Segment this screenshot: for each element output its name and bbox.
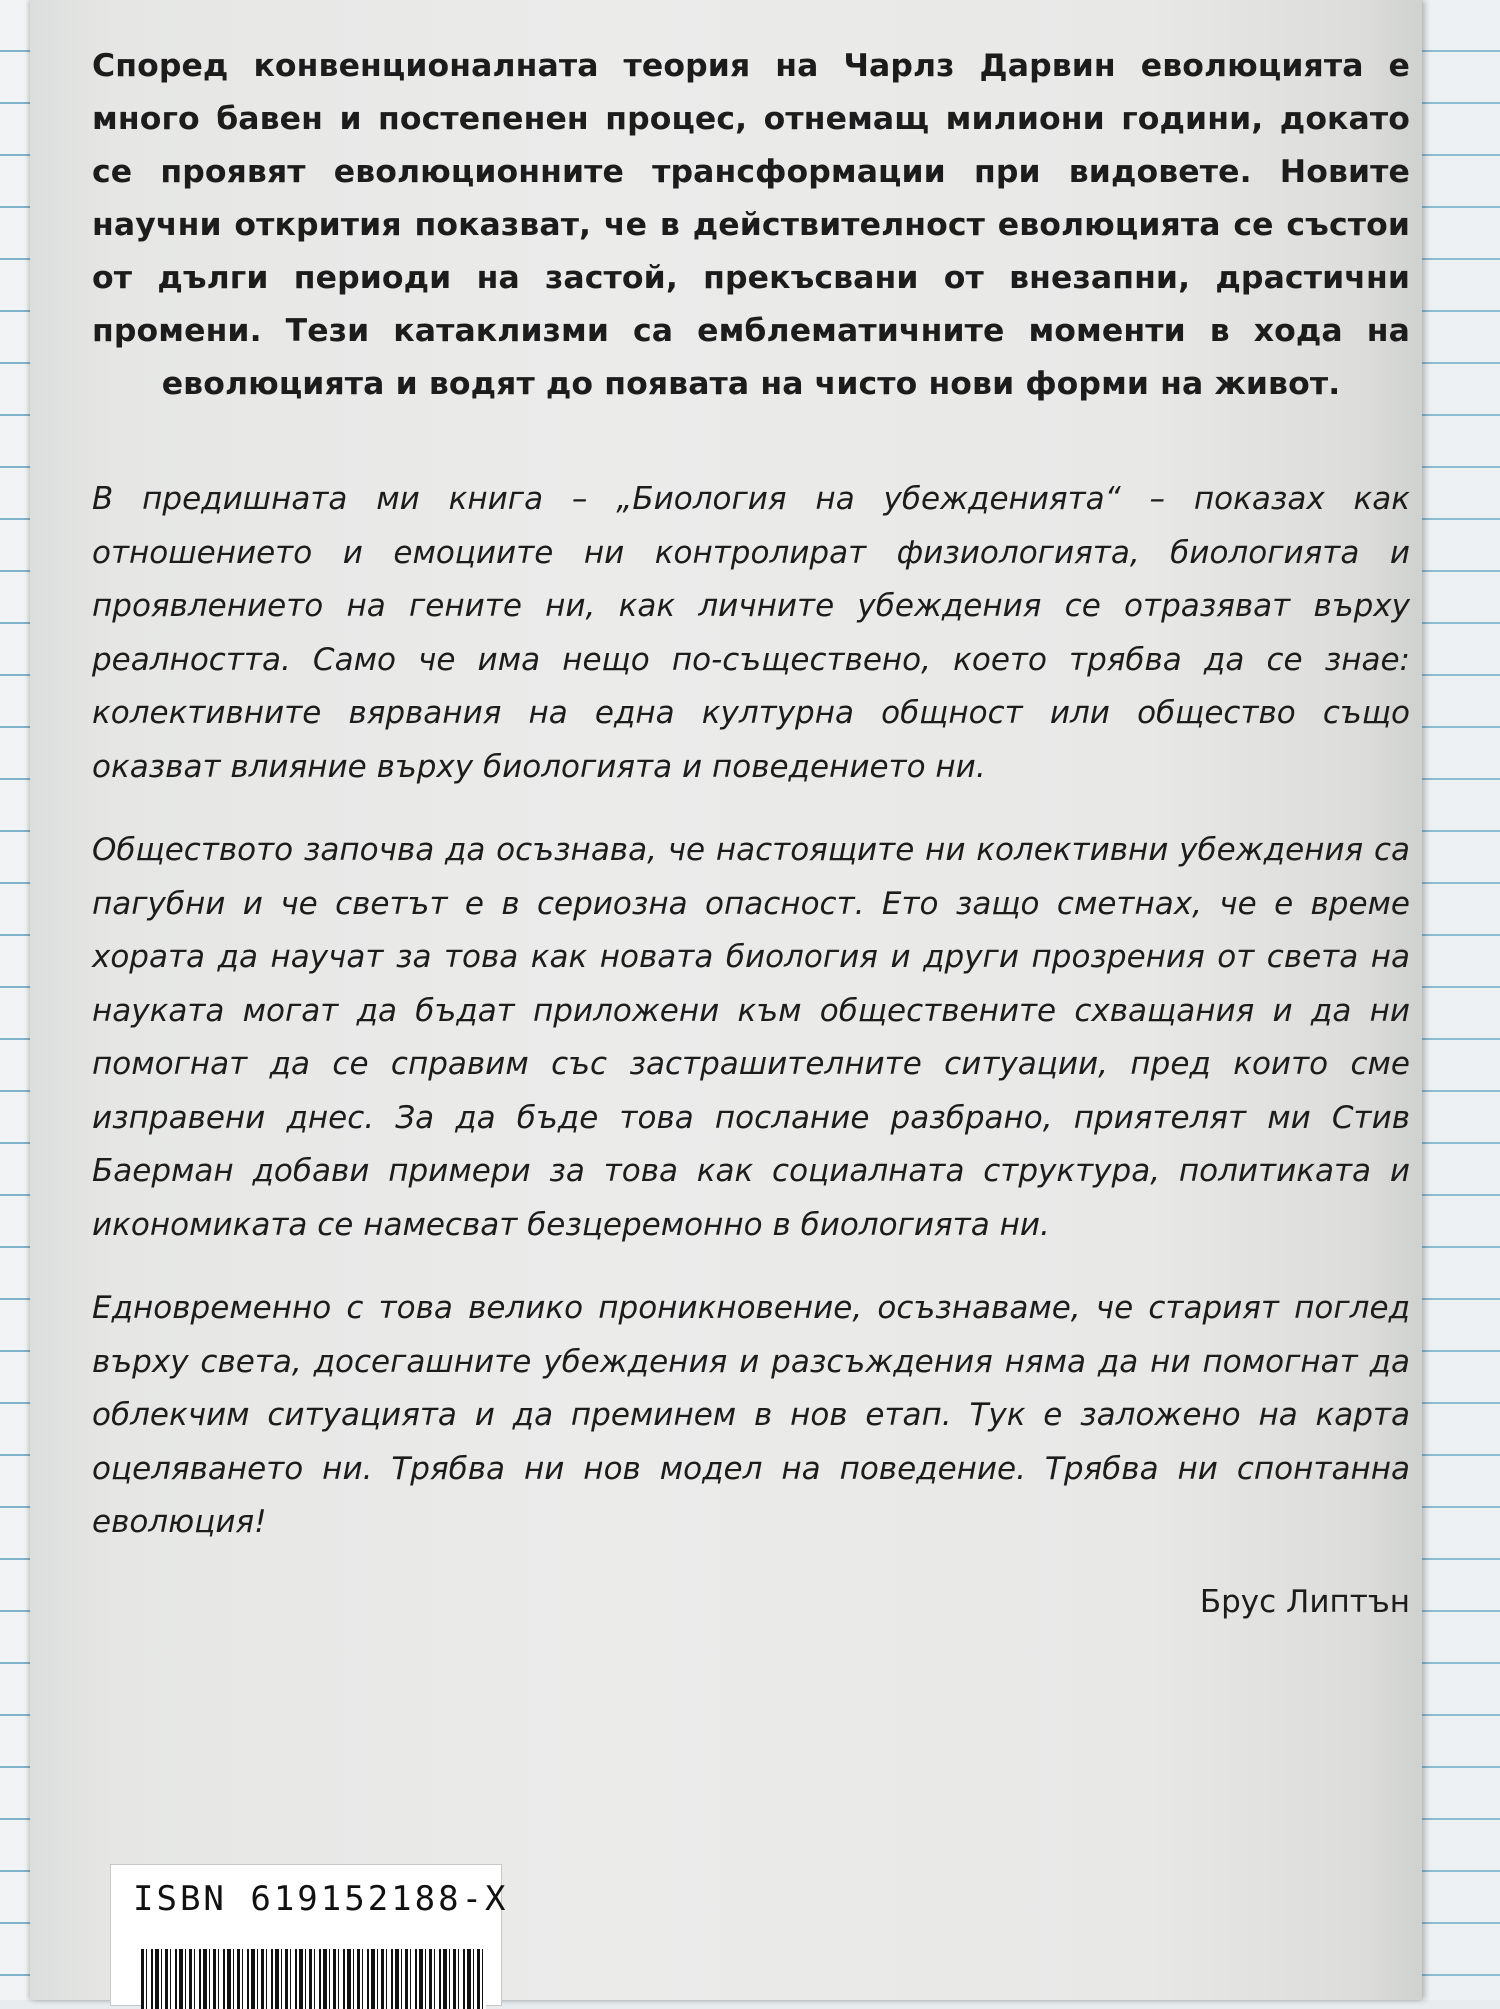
- cover-text-block: [92, 40, 1410, 1620]
- barcode-icon: [141, 1949, 486, 2009]
- isbn-number: ISBN 619152188-X: [133, 1879, 509, 1919]
- author-signature: Брус Липтън: [1199, 1583, 1410, 1620]
- lead-paragraph: Според конвенционалната теория на Чарлз Дарвин еволюцията е много бавен и постепенен процес, отнемащ милиони години, докато се проявят еволюционните трансформации при видовете. Новите научни открития показват, че в действителност еволюцията се състои от дълги периоди на застой, прекъсвани от внезапни, драстични промени. Тези катаклизми са емблематичните моменти в хода на еволюцията и водят до появата на чисто нови форми на живот.: [92, 48, 1410, 402]
- body-paragraph-3: Едновременно с това велико проникновение, осъзнаваме, че старият поглед върху света, досегашните убеждения и разсъждения няма да ни помогнат да облекчим ситуацията и да преминем в нов етап. Тук е заложено на карта оцеляването ни. Трябва ни нов модел на поведение. Трябва ни спонтанна еволюция!: [92, 1290, 1410, 1540]
- body-paragraph-2: Обществото започва да осъзнава, че настоящите ни колективни убеждения са пагубни и че светът е в сериозна опасност. Ето защо сметнах, че е време хората да научат за това как новата биология и други прозрения от света на науката могат да бъдат приложени към обществените схващания и да ни помогнат да се справим със застрашителните ситуации, пред които сме изправени днес. За да бъде това послание разбрано, приятелят ми Стив Баерман добави примери за това как социалната структура, политиката и икономиката се намесват безцеремонно в биологията ни.: [92, 832, 1410, 1243]
- book-back-cover: [30, 0, 1422, 2000]
- body-paragraph-1: В предишната ми книга – „Биология на убежденията“ – показах как отношението и емоциите ни контролират физиологията, биологията и проявлението на гените ни, как личните убеждения се отразяват върху реалността. Само че има нещо по-съществено, което трябва да се знае: колективните вярвания на една културна общност или общество също оказват влияние върху биологията и поведението ни.: [92, 481, 1410, 785]
- isbn-barcode-box: [110, 1864, 509, 2006]
- notebook-paper-right-edge: [1420, 0, 1500, 2000]
